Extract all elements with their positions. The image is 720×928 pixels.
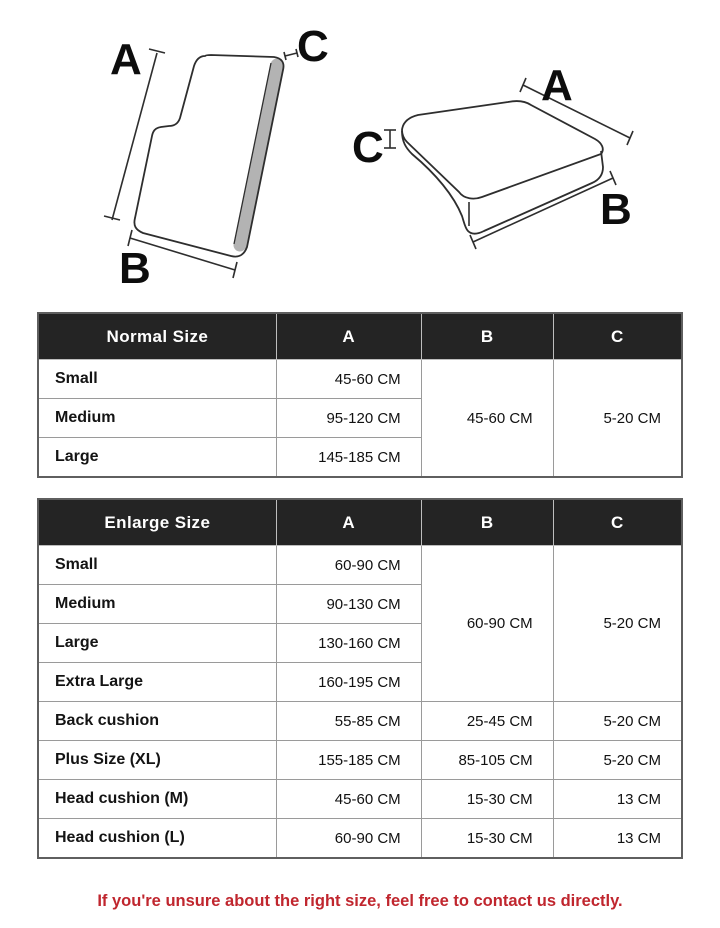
dimension-value: 145-185 CM bbox=[276, 438, 421, 478]
cushion-thickness-shading bbox=[240, 65, 277, 245]
measurement-diagrams bbox=[0, 0, 720, 300]
dimension-value: 45-60 CM bbox=[276, 360, 421, 399]
dimension-value: 5-20 CM bbox=[553, 546, 682, 702]
column-header-a: A bbox=[276, 499, 421, 546]
dimension-value: 5-20 CM bbox=[553, 702, 682, 741]
back-cushion-diagram bbox=[93, 18, 338, 296]
dimension-value: 55-85 CM bbox=[276, 702, 421, 741]
dimension-label-b: B bbox=[600, 185, 632, 234]
dimension-value: 5-20 CM bbox=[553, 741, 682, 780]
enlarge-size-table-body bbox=[38, 546, 682, 859]
size-label: Extra Large bbox=[38, 663, 276, 702]
column-header-b: B bbox=[421, 313, 553, 360]
table-title: Normal Size bbox=[38, 313, 276, 360]
dimension-value: 25-45 CM bbox=[421, 702, 553, 741]
column-header-c: C bbox=[553, 499, 682, 546]
enlarge-size-table bbox=[37, 498, 683, 859]
dimension-value: 13 CM bbox=[553, 780, 682, 819]
contact-note: If you're unsure about the right size, feel free to contact us directly. bbox=[97, 892, 623, 910]
dimension-value: 155-185 CM bbox=[276, 741, 421, 780]
table-row bbox=[38, 360, 682, 399]
dimension-value: 5-20 CM bbox=[553, 360, 682, 478]
column-header-b: B bbox=[421, 499, 553, 546]
size-label: Small bbox=[38, 360, 276, 399]
size-label: Back cushion bbox=[38, 702, 276, 741]
cushion-top-face bbox=[402, 101, 603, 199]
dimension-label-b: B bbox=[119, 244, 151, 293]
table-row bbox=[38, 546, 682, 585]
dimension-value: 15-30 CM bbox=[421, 819, 553, 859]
size-label: Large bbox=[38, 624, 276, 663]
dimension-label-c: C bbox=[297, 22, 329, 71]
dimension-value: 85-105 CM bbox=[421, 741, 553, 780]
dimension-value: 15-30 CM bbox=[421, 780, 553, 819]
table-row bbox=[38, 819, 682, 859]
table-header-row bbox=[38, 313, 682, 360]
table-title: Enlarge Size bbox=[38, 499, 276, 546]
dimension-c bbox=[284, 49, 298, 60]
seat-cushion-diagram bbox=[348, 50, 678, 285]
size-label: Large bbox=[38, 438, 276, 478]
dimension-value: 95-120 CM bbox=[276, 399, 421, 438]
dimension-value: 60-90 CM bbox=[421, 546, 553, 702]
size-label: Small bbox=[38, 546, 276, 585]
dimension-value: 60-90 CM bbox=[276, 546, 421, 585]
normal-size-table bbox=[37, 312, 683, 478]
table-row bbox=[38, 780, 682, 819]
dimension-label-a: A bbox=[541, 61, 573, 110]
dimension-c bbox=[384, 130, 396, 148]
dimension-value: 13 CM bbox=[553, 819, 682, 859]
size-label: Medium bbox=[38, 585, 276, 624]
column-header-a: A bbox=[276, 313, 421, 360]
size-label: Head cushion (M) bbox=[38, 780, 276, 819]
normal-size-table-body bbox=[38, 360, 682, 478]
column-header-c: C bbox=[553, 313, 682, 360]
dimension-value: 60-90 CM bbox=[276, 819, 421, 859]
dimension-label-c: C bbox=[352, 123, 384, 172]
dimension-value: 90-130 CM bbox=[276, 585, 421, 624]
dimension-value: 45-60 CM bbox=[276, 780, 421, 819]
size-label: Head cushion (L) bbox=[38, 819, 276, 859]
dimension-value: 130-160 CM bbox=[276, 624, 421, 663]
table-row bbox=[38, 741, 682, 780]
dimension-value: 160-195 CM bbox=[276, 663, 421, 702]
dimension-value: 45-60 CM bbox=[421, 360, 553, 478]
table-header-row bbox=[38, 499, 682, 546]
table-row bbox=[38, 702, 682, 741]
size-label: Medium bbox=[38, 399, 276, 438]
dimension-label-a: A bbox=[110, 35, 142, 84]
size-label: Plus Size (XL) bbox=[38, 741, 276, 780]
